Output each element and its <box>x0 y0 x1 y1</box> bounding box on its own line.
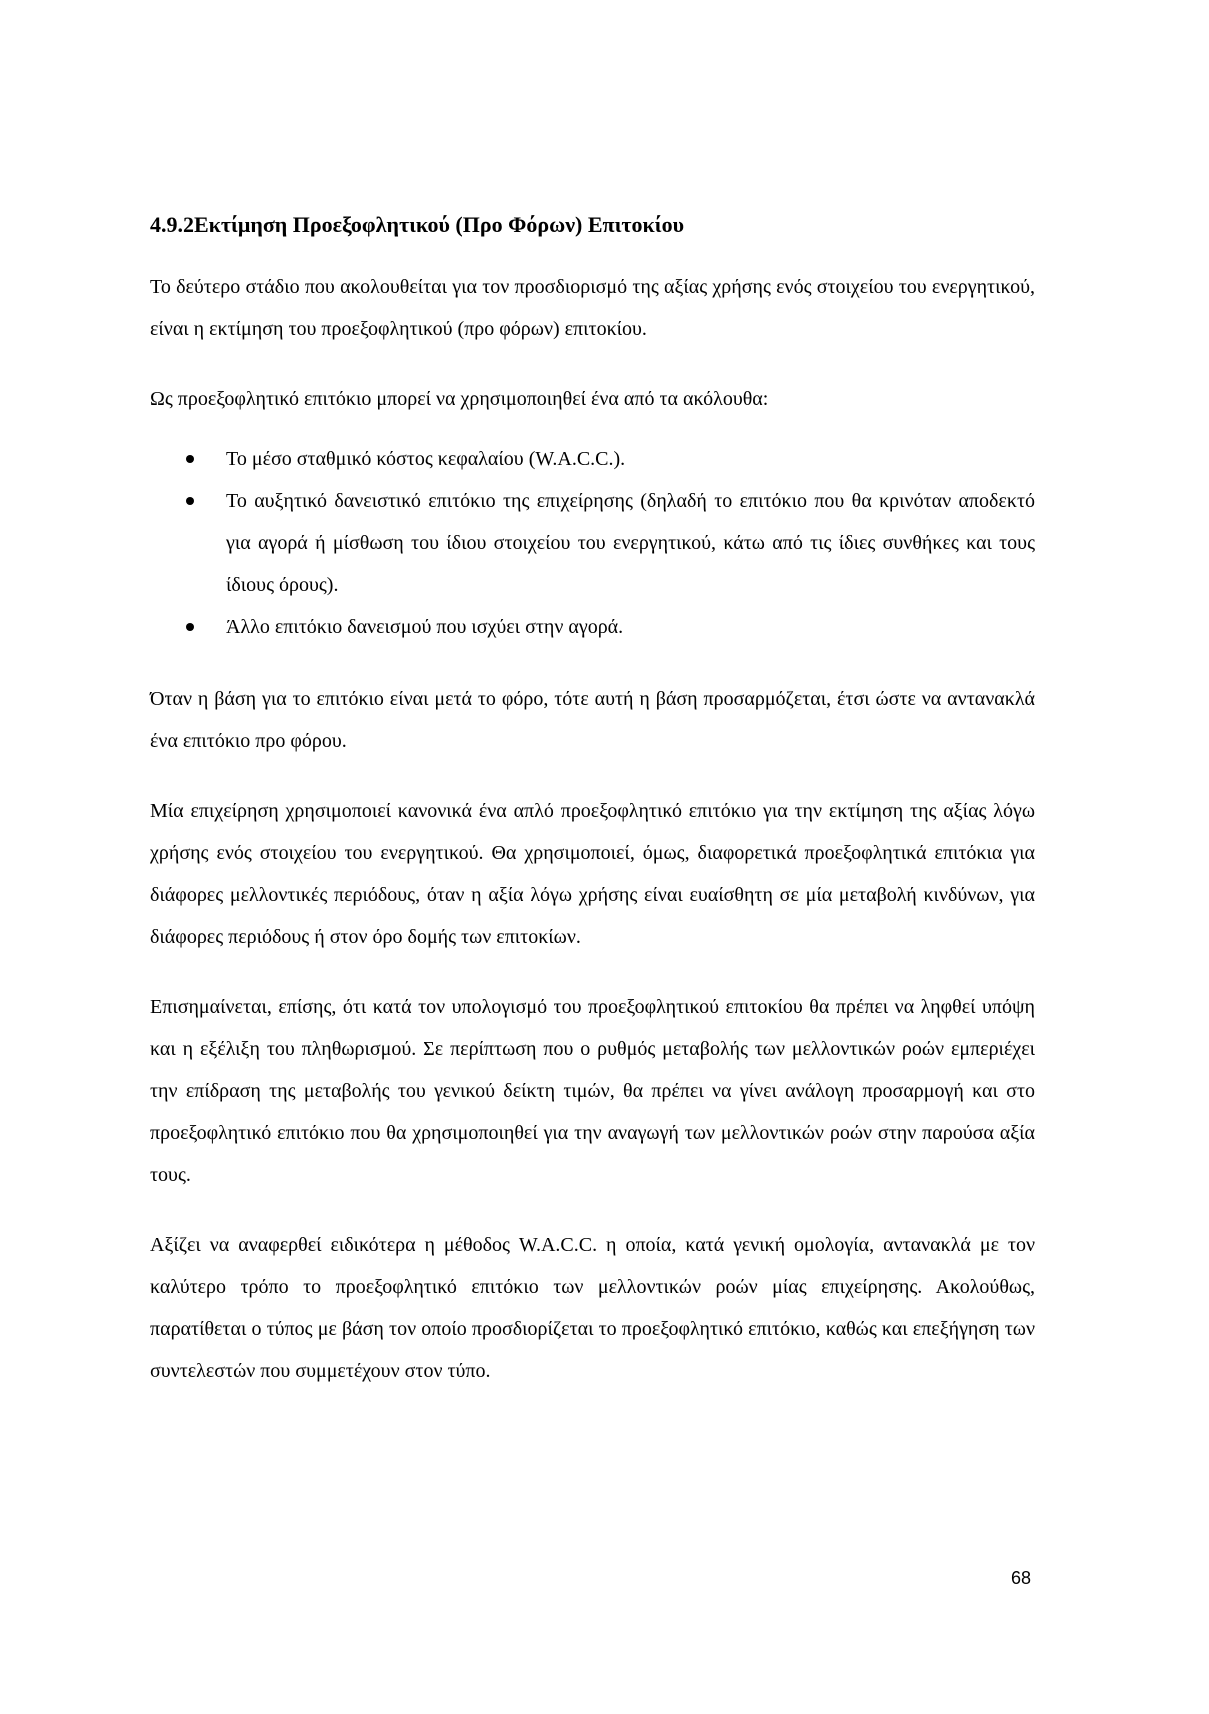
bullet-item <box>150 438 1035 480</box>
list-intro-paragraph: Ως προεξοφλητικό επιτόκιο μπορεί να χρησιμοποιηθεί ένα από τα ακόλουθα: <box>150 388 769 410</box>
bullet-item <box>150 480 1035 606</box>
bullet-list <box>150 438 1035 648</box>
bullet-text: Άλλο επιτόκιο δανεισμού που ισχύει στην αγορά. <box>226 616 624 638</box>
intro-paragraph: Το δεύτερο στάδιο που ακολουθείται για τον προσδιορισμό της αξίας χρήσης ενός στοιχείου του ενεργητικού, είναι η εκτίμηση του προεξοφλητικού (προ φόρων) επιτοκίου. <box>150 276 1035 340</box>
page-number: 68 <box>1011 1568 1032 1588</box>
body-paragraph: Μία επιχείρηση χρησιμοποιεί κανονικά ένα απλό προεξοφλητικό επιτόκιο για την εκτίμηση της αξίας λόγω χρήσης ενός στοιχείου του ενεργητικού. Θα χρησιμοποιεί, όμως, διαφορετικά προεξοφλητικά επιτόκια για διάφορες μελλοντικές περιόδους, όταν η αξία λόγω χρήσης είναι ευαίσθητη σε μία μεταβολή κινδύνων, για διάφορες περιόδους ή στον όρο δομής των επιτοκίων. <box>150 800 1035 948</box>
body-paragraph: Επισημαίνεται, επίσης, ότι κατά τον υπολογισμό του προεξοφλητικού επιτοκίου θα πρέπει να ληφθεί υπόψη και η εξέλιξη του πληθωρισμού. Σε περίπτωση που ο ρυθμός μεταβολής των μελλοντικών ροών εμπεριέχει την επίδραση της μεταβολής του γενικού δείκτη τιμών, θα πρέπει να γίνει ανάλογη προσαρμογή και στο προεξοφλητικό επιτόκιο που θα χρησιμοποιηθεί για την αναγωγή των μελλοντικών ροών στην παρούσα αξία τους. <box>150 996 1035 1186</box>
bullet-icon <box>186 497 194 505</box>
bullet-text: Το αυξητικό δανειστικό επιτόκιο της επιχείρησης (δηλαδή το επιτόκιο που θα κρινόταν αποδεκτό για αγορά ή μίσθωση του ίδιου στοιχείου του ενεργητικού, κάτω από τις ίδιες συνθήκες και τους ίδιους όρους). <box>226 490 1035 596</box>
bullet-icon <box>186 455 194 463</box>
bullet-icon <box>186 623 194 631</box>
section-heading: 4.9.2Εκτίμηση Προεξοφλητικού (Προ Φόρων) Επιτοκίου <box>150 212 685 237</box>
bullet-item <box>150 606 1035 648</box>
body-paragraph: Όταν η βάση για το επιτόκιο είναι μετά το φόρο, τότε αυτή η βάση προσαρμόζεται, έτσι ώστε να αντανακλά ένα επιτόκιο προ φόρου. <box>150 688 1035 752</box>
body-paragraph: Αξίζει να αναφερθεί ειδικότερα η μέθοδος W.A.C.C. η οποία, κατά γενική ομολογία, αντανακλά με τον καλύτερο τρόπο το προεξοφλητικό επιτόκιο των μελλοντικών ροών μίας επιχείρησης. Ακολούθως, παρατίθεται ο τύπος με βάση τον οποίο προσδιορίζεται το προεξοφλητικό επιτόκιο, καθώς και επεξήγηση των συντελεστών που συμμετέχουν στον τύπο. <box>150 1234 1035 1382</box>
document-page <box>150 210 1035 1420</box>
bullet-text: Το μέσο σταθμικό κόστος κεφαλαίου (W.A.C.C.). <box>226 448 626 470</box>
